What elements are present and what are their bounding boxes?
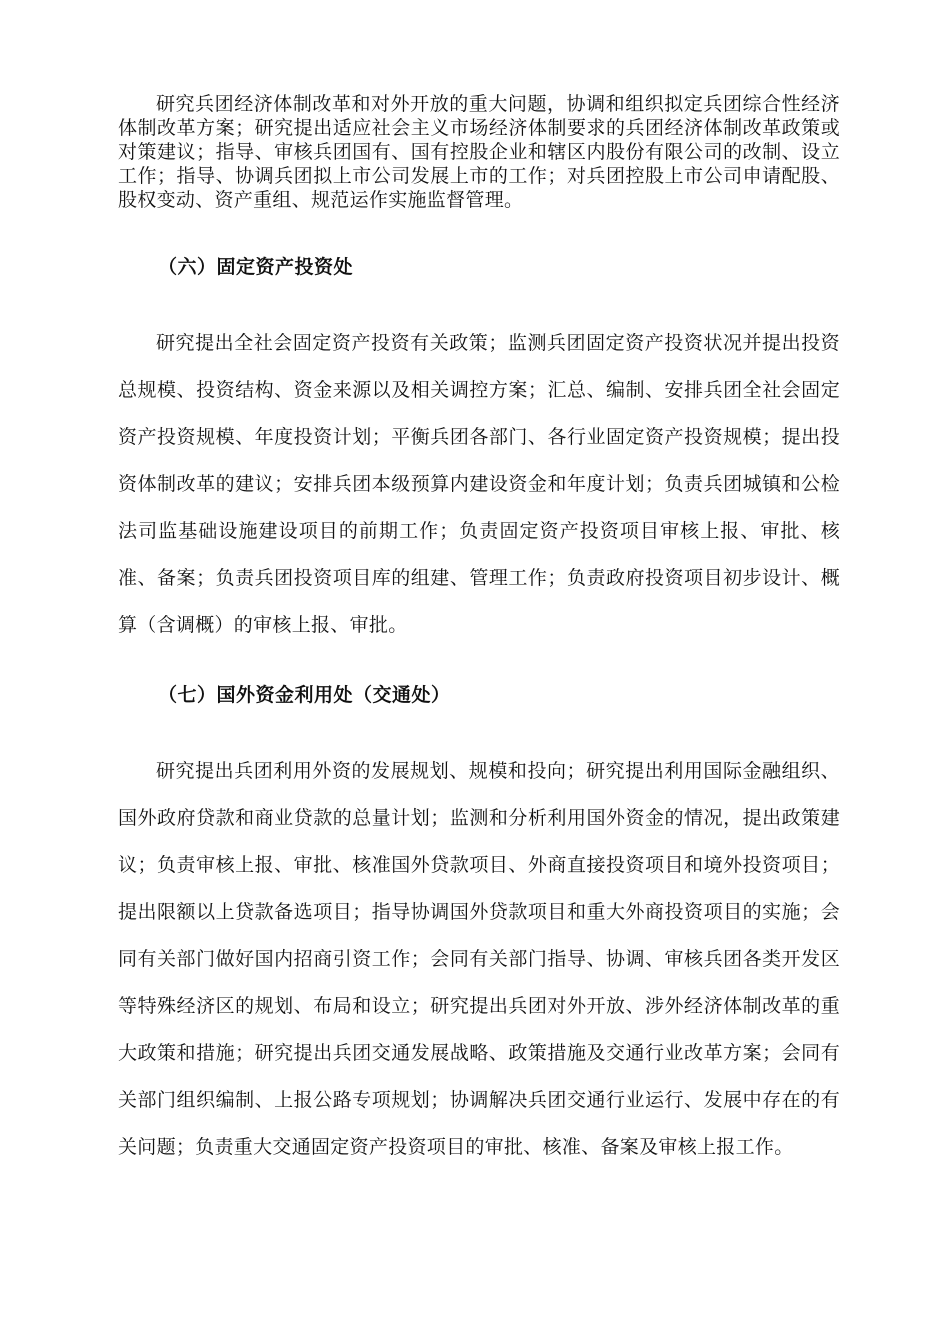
section-7-body: 研究提出兵团利用外资的发展规划、规模和投向；研究提出利用国际金融组织、国外政府贷款和商业贷款的总量计划；监测和分析利用国外资金的情况，提出政策建议；负责审核上报、审批、核准国外贷款项目、外商直接投资项目和境外投资项目；提出限额以上贷款备选项目；指导协调国外贷款项目和重大外商投资项目的实施；会同有关部门做好国内招商引资工作；会同有关部门指导、协调、审核兵团各类开发区等特殊经济区的规划、布局和设立；研究提出兵团对外开放、涉外经济体制改革的重大政策和措施；研究提出兵团交通发展战略、政策措施及交通行业改革方案；会同有关部门组织编制、上报公路专项规划；协调解决兵团交通行业运行、发展中存在的有关问题；负责重大交通固定资产投资项目的审批、核准、备案及审核上报工作。 [118,760,840,1158]
document-page [118,92,840,1171]
section-6-body: 研究提出全社会固定资产投资有关政策；监测兵团固定资产投资状况并提出投资总规模、投资结构、资金来源以及相关调控方案；汇总、编制、安排兵团全社会固定资产投资规模、年度投资计划；平衡兵团各部门、各行业固定资产投资规模；提出投资体制改革的建议；安排兵团本级预算内建设资金和年度计划；负责兵团城镇和公检法司监基础设施建设项目的前期工作；负责固定资产投资项目审核上报、审批、核准、备案；负责兵团投资项目库的组建、管理工作；负责政府投资项目初步设计、概算（含调概）的审核上报、审批。 [118,332,840,636]
section-7-heading: （七）国外资金利用处（交通处） [158,684,451,706]
section-6-heading: （六）固定资产投资处 [158,256,354,278]
section-5-body: 研究兵团经济体制改革和对外开放的重大问题，协调和组织拟定兵团综合性经济体制改革方案；研究提出适应社会主义市场经济体制要求的兵团经济体制改革政策或对策建议；指导、审核兵团国有、国有控股企业和辖区内股份有限公司的改制、设立工作；指导、协调兵团拟上市公司发展上市的工作；对兵团控股上市公司申请配股、股权变动、资产重组、规范运作实施监督管理。 [118,93,840,211]
